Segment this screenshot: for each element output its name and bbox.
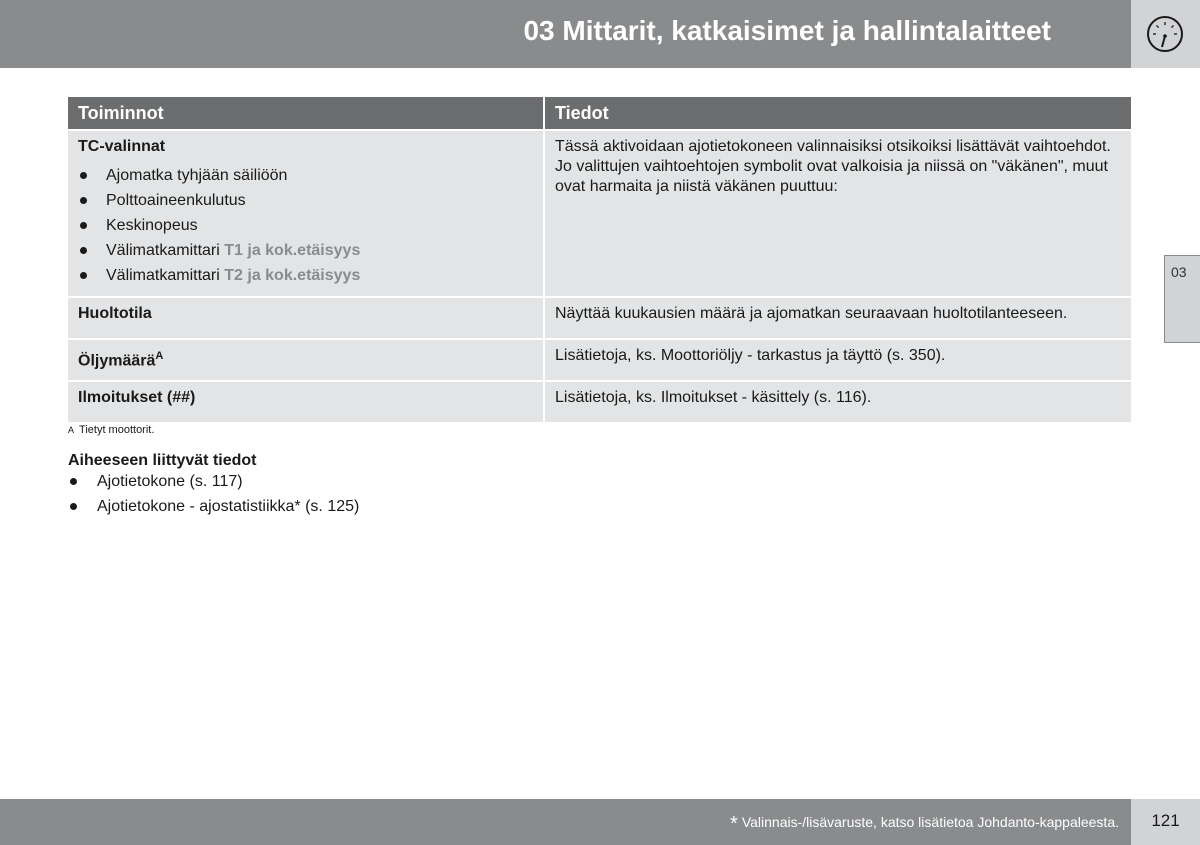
bullet-icon: [70, 478, 77, 485]
bullet-icon: [80, 172, 87, 179]
functions-table: [68, 97, 1131, 424]
asterisk-mark: *: [730, 813, 738, 835]
footnote-mark: A: [68, 425, 75, 435]
related-link[interactable]: Ajotietokone - ajostatistiikka* (s. 125): [97, 498, 360, 515]
info-cell: Lisätietoja, ks. Ilmoitukset - käsittely (s. 116).: [544, 381, 1131, 423]
info-cell: Lisätietoja, ks. Moottoriöljy - tarkastus ja täyttö (s. 350).: [544, 339, 1131, 381]
footer-bar: [0, 799, 1131, 845]
table-row: [68, 339, 1131, 381]
related-info-title: Aiheeseen liittyvät tiedot: [68, 452, 257, 469]
page-number: 121: [1151, 811, 1180, 830]
list-item-text: Välimatkamittari: [106, 242, 225, 259]
list-item[interactable]: [68, 470, 359, 495]
column-header-info: Tiedot: [544, 97, 1131, 130]
info-cell: Tässä aktivoidaan ajotietokoneen valinnaisiksi otsikoiksi lisättävät vaihtoehdot. Jo valittujen vaihtoehtojen symbolit ovat valkoisia ja niissä on "väkänen", muut ovat harmaita ja niistä väkänen puuttuu:: [544, 130, 1131, 297]
page-number-box: [1131, 799, 1200, 845]
gauge-icon: [1145, 14, 1185, 54]
footnote: [68, 424, 154, 436]
list-item: [78, 213, 533, 238]
optional-equipment-note: [730, 813, 1119, 836]
bullet-icon: [70, 503, 77, 510]
list-item-emphasis: T2 ja kok.etäisyys: [224, 267, 361, 284]
footnote-marker: A: [155, 350, 164, 362]
row-title-text: Öljymäärä: [78, 352, 156, 370]
chapter-side-tab: [1164, 255, 1200, 343]
footnote-text: Tietyt moottorit.: [79, 424, 155, 436]
table-row: [68, 130, 1131, 297]
list-item-text: Polttoaineenkulutus: [106, 192, 246, 209]
bullet-icon: [80, 222, 87, 229]
function-cell: [68, 297, 544, 339]
tc-options-list: [78, 163, 533, 288]
related-info-list: [68, 470, 359, 520]
footer-note-text: Valinnais-/lisävaruste, katso lisätietoa Johdanto-kappaleesta.: [741, 814, 1119, 830]
row-title: TC-valinnat: [78, 138, 166, 155]
list-item-emphasis: T1 ja kok.etäisyys: [224, 242, 361, 259]
chapter-title: 03 Mittarit, katkaisimet ja hallintalaitteet: [523, 15, 1051, 46]
list-item: [78, 163, 533, 188]
related-link[interactable]: Ajotietokone (s. 117): [97, 473, 243, 490]
row-title: [78, 346, 533, 371]
table-header-row: [68, 97, 1131, 130]
bullet-icon: [80, 247, 87, 254]
info-cell: Näyttää kuukausien määrä ja ajomatkan seuraavaan huoltotilanteeseen.: [544, 297, 1131, 339]
function-cell: [68, 130, 544, 297]
table-row: [68, 297, 1131, 339]
chapter-tab-label: 03: [1171, 264, 1187, 280]
bullet-icon: [80, 272, 87, 279]
list-item: [78, 238, 533, 263]
list-item-text: Välimatkamittari: [106, 267, 225, 284]
function-cell: [68, 339, 544, 381]
row-title: Huoltotila: [78, 305, 152, 322]
list-item-text: Keskinopeus: [106, 217, 198, 234]
list-item[interactable]: [68, 495, 359, 520]
table-row: [68, 381, 1131, 423]
chapter-header-bar: [0, 0, 1131, 68]
list-item: [78, 263, 533, 288]
list-item-text: Ajomatka tyhjään säiliöön: [106, 167, 288, 184]
function-cell: [68, 381, 544, 423]
chapter-icon-box: [1131, 0, 1200, 68]
column-header-functions: Toiminnot: [68, 97, 544, 130]
bullet-icon: [80, 197, 87, 204]
row-title: Ilmoitukset (##): [78, 389, 196, 406]
list-item: [78, 188, 533, 213]
